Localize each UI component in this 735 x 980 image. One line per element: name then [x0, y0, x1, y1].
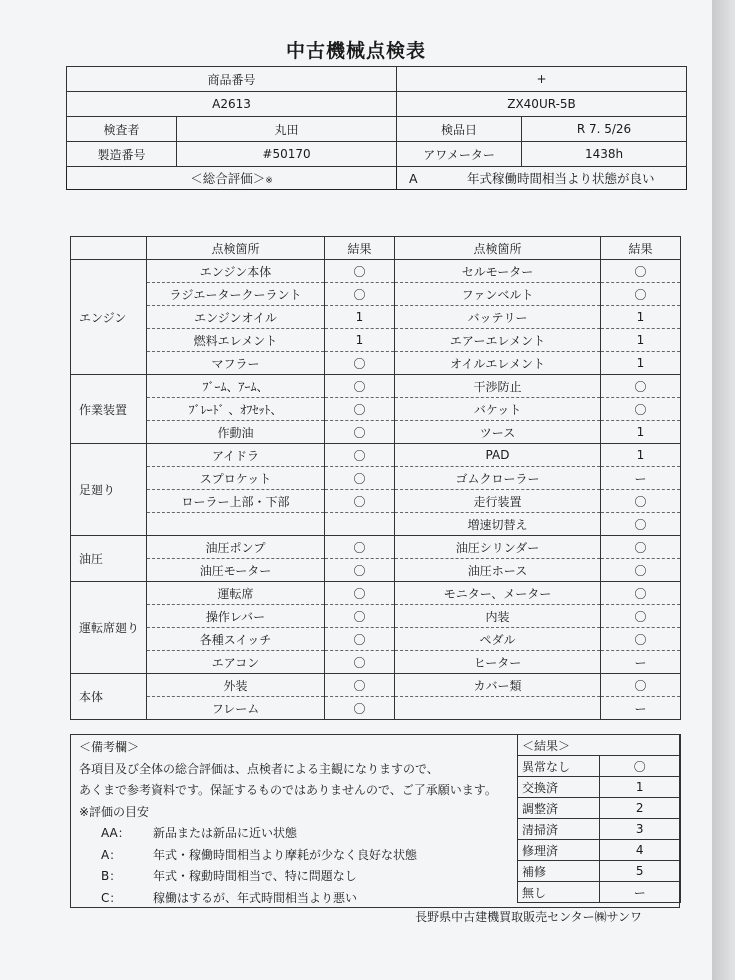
grade-guide-heading: ※評価の目安 — [79, 804, 150, 819]
inspector-value: 丸田 — [177, 117, 397, 142]
header-result-1: 結果 — [325, 237, 395, 260]
result-right: 1 — [601, 352, 681, 375]
table-row — [71, 306, 681, 329]
grade-code: C： — [101, 890, 122, 905]
legend-heading: ＜結果＞ — [518, 735, 681, 756]
grade-code: AA： — [101, 826, 130, 840]
result-legend — [517, 734, 681, 903]
table-row — [71, 467, 681, 490]
overall-note-mark: ※ — [265, 176, 273, 186]
table-row — [71, 582, 681, 605]
grade-guide-item — [79, 845, 497, 867]
item-right: ゴムクローラー — [395, 467, 601, 490]
remarks-notes — [79, 737, 497, 909]
table-row — [71, 283, 681, 306]
result-right: 〇 — [601, 674, 681, 697]
result-right: 〇 — [601, 628, 681, 651]
remarks-heading: ＜備考欄＞ — [79, 740, 140, 754]
serial-value: #50170 — [177, 142, 397, 167]
item-right: 走行装置 — [395, 490, 601, 513]
grade-description: 稼働はするが、年式時間相当より悪い — [153, 890, 358, 905]
overall-result-cell — [397, 167, 687, 190]
item-right: 内装 — [395, 605, 601, 628]
legend-code: 4 — [599, 840, 681, 861]
table-row — [71, 375, 681, 398]
inspection-table — [70, 236, 681, 720]
item-left: スプロケット — [147, 467, 325, 490]
legend-code: ー — [599, 882, 681, 903]
item-right: オイルエレメント — [395, 352, 601, 375]
grade-code: A： — [101, 847, 122, 862]
item-left: 各種スイッチ — [147, 628, 325, 651]
item-right: 油圧シリンダー — [395, 536, 601, 559]
legend-label: 無し — [518, 882, 600, 903]
item-left: エンジン本体 — [147, 260, 325, 283]
header-result-2: 結果 — [601, 237, 681, 260]
grade-code: B： — [101, 869, 122, 883]
serial-label: 製造番号 — [67, 142, 177, 167]
table-header-row — [71, 237, 681, 260]
result-left: 〇 — [325, 375, 395, 398]
item-left: 油圧モーター — [147, 559, 325, 582]
category-label: エンジン — [71, 260, 147, 375]
result-right: 〇 — [601, 605, 681, 628]
result-left: 〇 — [325, 559, 395, 582]
result-left: 〇 — [325, 605, 395, 628]
item-left: アイドラ — [147, 444, 325, 467]
table-row — [71, 398, 681, 421]
result-right: 〇 — [601, 559, 681, 582]
result-right: 〇 — [601, 375, 681, 398]
header-item-1: 点検箇所 — [147, 237, 325, 260]
legend-label: 調整済 — [518, 798, 600, 819]
category-label: 油圧 — [71, 536, 147, 582]
inspection-date-label: 検品日 — [397, 117, 522, 142]
header-blank — [71, 237, 147, 260]
model-value: ZX40UR-5B — [397, 92, 687, 117]
table-row — [71, 674, 681, 697]
item-left: 運転席 — [147, 582, 325, 605]
table-row — [71, 490, 681, 513]
item-left: 操作レバー — [147, 605, 325, 628]
page-title: 中古機械点検表 — [285, 40, 426, 62]
overall-label-cell — [67, 167, 397, 190]
result-left: 1 — [325, 306, 395, 329]
result-left: 〇 — [325, 674, 395, 697]
legend-row — [518, 798, 681, 819]
result-left: 〇 — [325, 398, 395, 421]
item-right — [395, 697, 601, 720]
legend-label: 修理済 — [518, 840, 600, 861]
item-right: ファンベルト — [395, 283, 601, 306]
item-right: カバー類 — [395, 674, 601, 697]
grade-description: 新品または新品に近い状態 — [153, 826, 298, 840]
item-right: 油圧ホース — [395, 559, 601, 582]
category-label: 運転席廻り — [71, 582, 147, 674]
category-label: 作業装置 — [71, 375, 147, 444]
result-left: 〇 — [325, 352, 395, 375]
result-right: 〇 — [601, 582, 681, 605]
inspector-label: 検査者 — [67, 117, 177, 142]
item-left: ﾌﾞｰﾑ、ｱｰﾑ、 — [147, 375, 325, 398]
result-left: 〇 — [325, 444, 395, 467]
item-left: ラジエータークーラント — [147, 283, 325, 306]
legend-label: 異常なし — [518, 756, 600, 777]
result-right: 〇 — [601, 398, 681, 421]
table-row — [71, 260, 681, 283]
item-left: フレーム — [147, 697, 325, 720]
item-right: モニター、メーター — [395, 582, 601, 605]
result-right: ー — [601, 697, 681, 720]
legend-row — [518, 840, 681, 861]
legend-row — [518, 756, 681, 777]
result-right: 〇 — [601, 260, 681, 283]
legend-code: 5 — [599, 861, 681, 882]
item-right: バケット — [395, 398, 601, 421]
result-right: 1 — [601, 444, 681, 467]
category-label: 本体 — [71, 674, 147, 720]
header-table — [66, 66, 687, 190]
overall-grade: A — [409, 171, 418, 186]
result-right: 1 — [601, 306, 681, 329]
item-right: 増速切替え — [395, 513, 601, 536]
result-left: 〇 — [325, 467, 395, 490]
table-row — [71, 651, 681, 674]
item-left: エアコン — [147, 651, 325, 674]
table-row — [71, 536, 681, 559]
item-left: ﾌﾞﾚｰﾄﾞ 、ｵﾌｾｯﾄ、 — [147, 398, 325, 421]
category-label: 足廻り — [71, 444, 147, 536]
hour-meter-value: 1438h — [522, 142, 687, 167]
grade-guide-item — [79, 866, 497, 888]
remarks-line-2: あくまで参考資料です。保証するものではありませんので、ご了承願います。 — [79, 783, 497, 797]
result-left — [325, 513, 395, 536]
item-right: セルモーター — [395, 260, 601, 283]
remarks-line-1: 各項目及び全体の総合評価は、点検者による主観になりますので、 — [79, 761, 439, 776]
item-right: 干渉防止 — [395, 375, 601, 398]
result-left: 〇 — [325, 628, 395, 651]
result-left: 〇 — [325, 490, 395, 513]
legend-label: 補修 — [518, 861, 600, 882]
grade-guide-item — [79, 888, 497, 910]
header-item-2: 点検箇所 — [395, 237, 601, 260]
item-right: ペダル — [395, 628, 601, 651]
table-row — [71, 421, 681, 444]
hour-meter-label: アワメーター — [397, 142, 522, 167]
legend-label: 交換済 — [518, 777, 600, 798]
item-left: マフラー — [147, 352, 325, 375]
inspection-date-value: R 7. 5/26 — [522, 117, 687, 142]
grade-description: 年式・稼動時間相当で、特に問題なし — [153, 869, 357, 883]
legend-code: 2 — [599, 798, 681, 819]
item-left: 外装 — [147, 674, 325, 697]
overall-label: ＜総合評価＞ — [190, 171, 266, 186]
item-left — [147, 513, 325, 536]
item-left: エンジンオイル — [147, 306, 325, 329]
overall-text: 年式稼働時間相当より状態が良い — [467, 171, 655, 186]
table-row — [71, 513, 681, 536]
product-no-value: A2613 — [67, 92, 397, 117]
item-right: バッテリー — [395, 306, 601, 329]
result-right: 1 — [601, 421, 681, 444]
result-right: ー — [601, 651, 681, 674]
grade-guide-item — [79, 823, 497, 845]
result-left: 〇 — [325, 536, 395, 559]
result-left: 1 — [325, 329, 395, 352]
table-row — [71, 444, 681, 467]
result-left: 〇 — [325, 651, 395, 674]
table-row — [71, 628, 681, 651]
legend-code: 1 — [599, 777, 681, 798]
item-right: PAD — [395, 444, 601, 467]
result-left: 〇 — [325, 283, 395, 306]
result-right: ー — [601, 467, 681, 490]
table-row — [71, 697, 681, 720]
legend-label: 清掃済 — [518, 819, 600, 840]
item-left: 油圧ポンプ — [147, 536, 325, 559]
remarks-section — [70, 734, 680, 908]
legend-code: 〇 — [599, 756, 681, 777]
product-no-label: 商品番号 — [67, 67, 397, 92]
item-left: 作動油 — [147, 421, 325, 444]
result-right: 〇 — [601, 536, 681, 559]
result-right: 〇 — [601, 490, 681, 513]
item-left: ローラー上部・下部 — [147, 490, 325, 513]
grade-description: 年式・稼働時間相当より摩耗が少なく良好な状態 — [153, 847, 418, 862]
legend-code: 3 — [599, 819, 681, 840]
result-left: 〇 — [325, 260, 395, 283]
result-left: 〇 — [325, 421, 395, 444]
table-row — [71, 329, 681, 352]
product-no-mark: + — [397, 67, 687, 92]
item-left: 燃料エレメント — [147, 329, 325, 352]
result-right: 1 — [601, 329, 681, 352]
legend-row — [518, 777, 681, 798]
table-row — [71, 352, 681, 375]
result-right: 〇 — [601, 513, 681, 536]
result-left: 〇 — [325, 582, 395, 605]
legend-row — [518, 861, 681, 882]
table-row — [71, 559, 681, 582]
legend-row — [518, 819, 681, 840]
paper-edge — [712, 0, 735, 980]
result-left: 〇 — [325, 697, 395, 720]
footer-company: 長野県中古建機買取販売センター㈱サンワ — [415, 910, 642, 924]
grade-guide-list — [79, 823, 497, 909]
item-right: ヒーター — [395, 651, 601, 674]
legend-row — [518, 882, 681, 903]
result-right: 〇 — [601, 283, 681, 306]
item-right: エアーエレメント — [395, 329, 601, 352]
item-right: ツース — [395, 421, 601, 444]
table-row — [71, 605, 681, 628]
